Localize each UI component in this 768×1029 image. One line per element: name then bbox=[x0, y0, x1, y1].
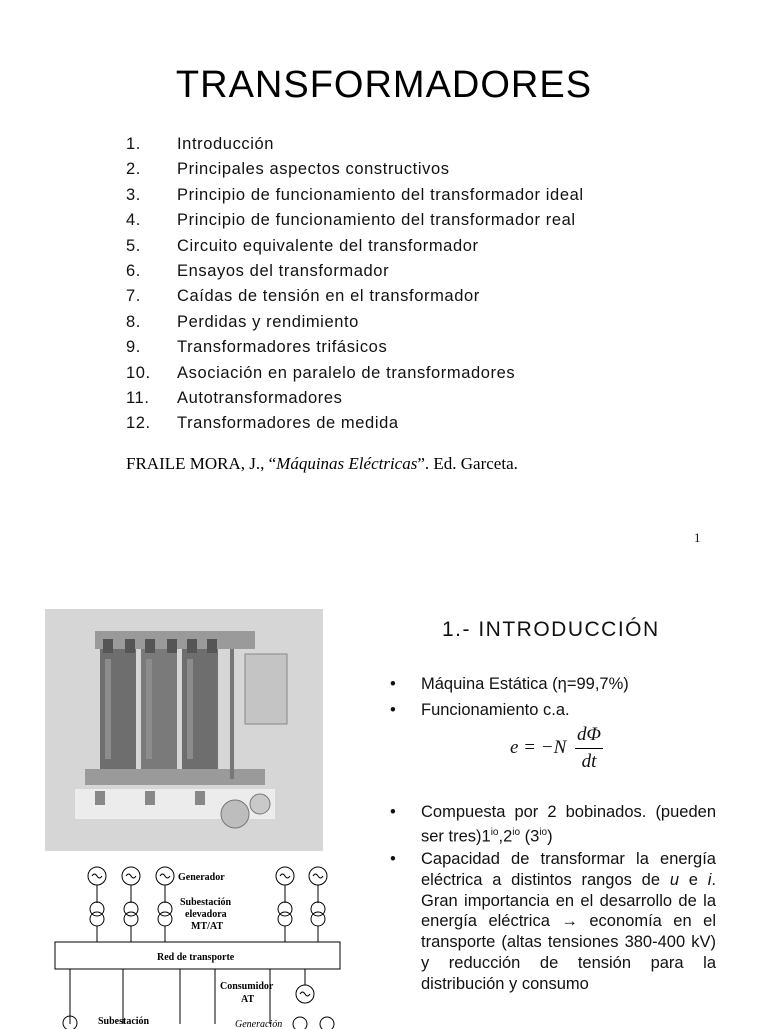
bullet-text: Máquina Estática (η=99,7%) bbox=[421, 675, 629, 693]
toc-number: 5. bbox=[126, 236, 141, 255]
bullet-dot: • bbox=[390, 675, 396, 693]
toc-label: Introducción bbox=[177, 135, 275, 153]
label-generacion: Generación bbox=[235, 1019, 283, 1029]
toc-label: Principales aspectos constructivos bbox=[177, 160, 450, 179]
toc-number: 3. bbox=[126, 185, 141, 204]
toc-label: Principio de funcionamiento del transformador real bbox=[177, 211, 576, 230]
transformer-illustration bbox=[45, 609, 323, 851]
list-item bbox=[390, 674, 716, 695]
toc-label: Transformadores trifásicos bbox=[177, 338, 388, 357]
list-item bbox=[390, 849, 716, 1024]
bullet-dot: • bbox=[390, 803, 396, 821]
bullet-dot: • bbox=[390, 850, 396, 868]
toc-item bbox=[126, 284, 584, 309]
label-at: AT bbox=[241, 994, 255, 1005]
toc-label: Caídas de tensión en el transformador bbox=[177, 287, 480, 306]
list-item bbox=[390, 700, 716, 721]
bullet-text: Funcionamiento c.a. bbox=[421, 701, 570, 719]
toc-label: Ensayos del transformador bbox=[177, 261, 390, 280]
bullet-text: Capacidad de transformar la energía eléctrica a distintos rangos de u e i. Gran importancia en el desarrollo de la energía eléctrica → economía en el transporte (altas tensiones 380-400 kV) y reducción de tensión para la distribución y consumo bbox=[421, 850, 716, 993]
transformer-photo bbox=[45, 609, 323, 851]
label-subestacion-2: Subestación bbox=[98, 1016, 150, 1027]
reference-publisher: ”. Ed. Garceta. bbox=[417, 454, 518, 473]
toc-label: Perdidas y rendimiento bbox=[177, 312, 359, 331]
label-elevadora: elevadora bbox=[185, 909, 227, 920]
bullet-dot: • bbox=[390, 701, 396, 719]
formula-denominator: dt bbox=[581, 751, 597, 772]
toc-item bbox=[126, 335, 584, 360]
toc-item bbox=[126, 132, 584, 157]
label-generador: Generador bbox=[178, 872, 225, 883]
toc-number: 6. bbox=[126, 261, 141, 280]
formula-fraction bbox=[575, 724, 603, 773]
toc-label: Principio de funcionamiento del transformador ideal bbox=[177, 185, 584, 204]
formula-numerator: dΦ bbox=[575, 724, 603, 749]
label-mt-at: MT/AT bbox=[191, 921, 224, 932]
section-title: 1.- INTRODUCCIÓN bbox=[442, 618, 660, 641]
toc-item bbox=[126, 183, 584, 208]
table-of-contents bbox=[126, 132, 584, 437]
toc-number: 9. bbox=[126, 338, 141, 357]
toc-item bbox=[126, 259, 584, 284]
toc-number: 11. bbox=[126, 388, 150, 407]
toc-item bbox=[126, 310, 584, 335]
toc-item bbox=[126, 386, 584, 411]
toc-label: Autotransformadores bbox=[177, 388, 343, 407]
list-item bbox=[390, 802, 716, 847]
label-red-transporte: Red de transporte bbox=[157, 952, 235, 963]
toc-item bbox=[126, 157, 584, 182]
toc-label: Transformadores de medida bbox=[177, 414, 399, 433]
reference-author: FRAILE MORA, J., “ bbox=[126, 454, 277, 473]
reference-book-title: Máquinas Eléctricas bbox=[276, 454, 418, 473]
toc-number: 2. bbox=[126, 160, 141, 179]
bullet-text: Compuesta por 2 bobinados. (pueden ser $tres)1^{io},2^{io}$ $(3^{io})$ bbox=[421, 803, 716, 846]
toc-number: 12. bbox=[126, 414, 151, 433]
formula-lhs: e = −N bbox=[510, 736, 567, 758]
toc-item bbox=[126, 208, 584, 233]
toc-label: Asociación en paralelo de transformadores bbox=[177, 363, 516, 382]
power-system-diagram bbox=[45, 857, 345, 1029]
faraday-formula bbox=[510, 724, 603, 773]
page-title: TRANSFORMADORES bbox=[175, 64, 593, 106]
label-subestacion: Subestación bbox=[180, 897, 232, 908]
toc-number: 1. bbox=[126, 135, 141, 153]
toc-number: 8. bbox=[126, 312, 141, 331]
toc-number: 7. bbox=[126, 287, 141, 306]
bibliography-reference bbox=[126, 454, 518, 474]
toc-item bbox=[126, 234, 584, 259]
toc-number: 10. bbox=[126, 363, 151, 382]
toc-item bbox=[126, 361, 584, 386]
toc-label: Circuito equivalente del transformador bbox=[177, 236, 479, 255]
toc-item bbox=[126, 411, 584, 436]
toc-number: 4. bbox=[126, 211, 141, 230]
page-number: 1 bbox=[694, 530, 701, 545]
label-consumidor: Consumidor bbox=[220, 981, 274, 992]
